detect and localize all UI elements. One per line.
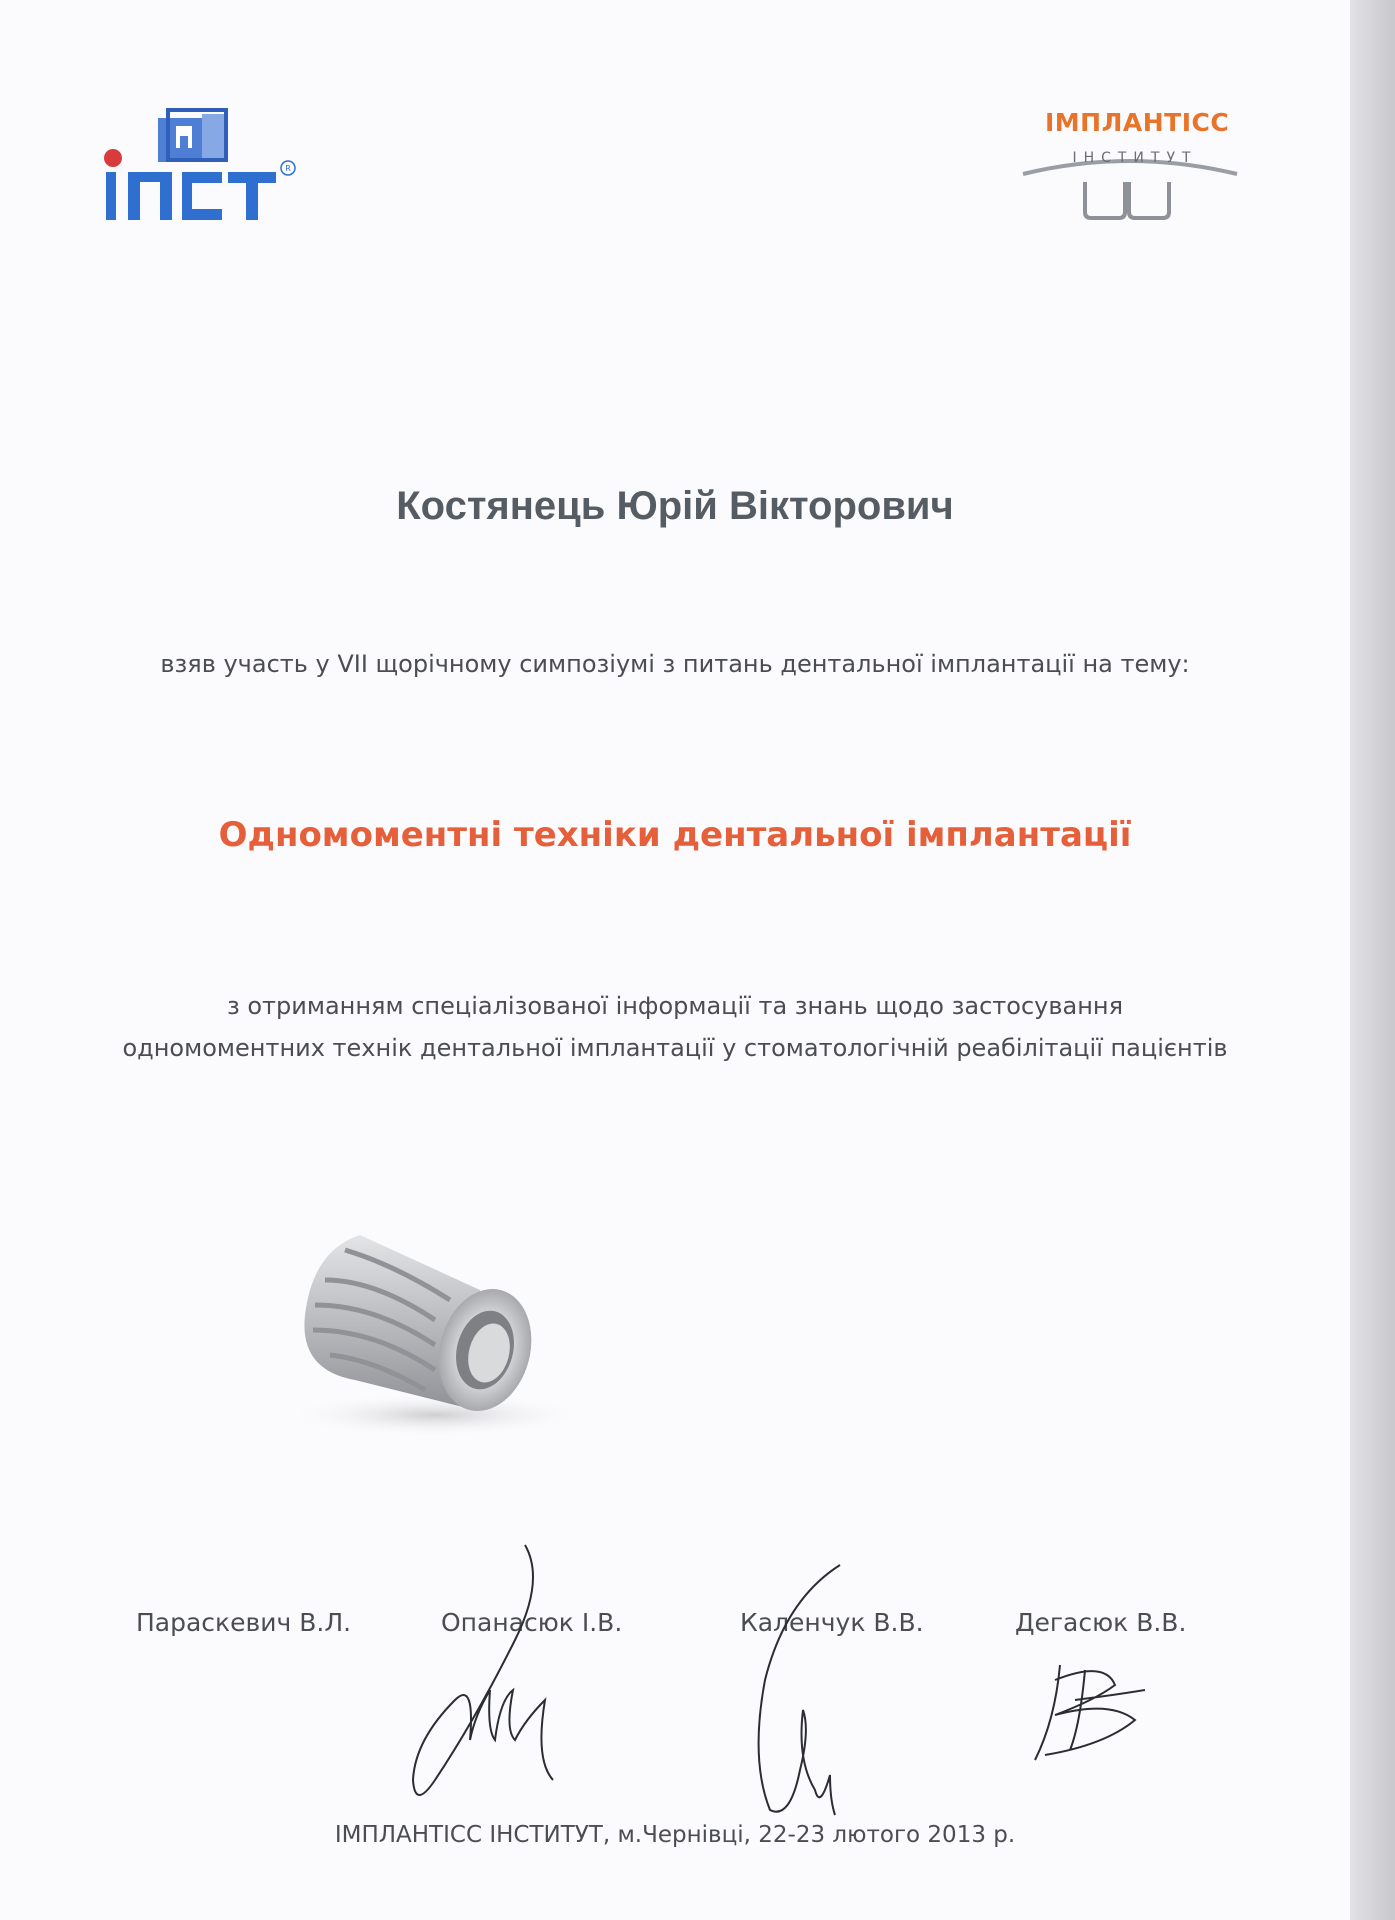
recipient-name: Костянець Юрій Вікторович bbox=[396, 484, 954, 528]
footer-location-date: ІМПЛАНТІСС ІНСТИТУТ, м.Чернівці, 22-23 лютого 2013 р. bbox=[334, 1822, 1016, 1848]
signature-kalenchuk bbox=[745, 1560, 865, 1830]
implantiss-logo-subtitle: ІНСТИТУТ bbox=[1072, 150, 1198, 166]
signatory-name: Дегасюк В.В. bbox=[1015, 1608, 1187, 1637]
participation-text: взяв участь у VII щорічному симпозіумі з питань дентальної імплантації на тему: bbox=[160, 650, 1190, 678]
pct-logo bbox=[100, 100, 300, 230]
description-line-1: з отриманням спеціалізованої інформації та знань щодо застосування bbox=[226, 992, 1124, 1020]
svg-text:R: R bbox=[285, 164, 291, 173]
signatory-name: Параскевич В.Л. bbox=[136, 1608, 352, 1637]
signature-degasiuk bbox=[1015, 1640, 1165, 1770]
signature-opanasiuk bbox=[395, 1540, 575, 1820]
description-line-2: одномоментних технік дентальної імплантації у стоматологічній реабілітації пацієнтів bbox=[122, 1034, 1228, 1062]
dental-implant-image bbox=[285, 1210, 605, 1455]
signatory-name: Опанасюк І.В. bbox=[441, 1608, 623, 1637]
signatory-name: Каленчук В.В. bbox=[740, 1608, 924, 1637]
symposium-topic: Одномоментні техніки дентальної імплантації bbox=[218, 815, 1132, 855]
implantiss-logo-title: ІМПЛАНТІСС bbox=[1045, 108, 1230, 137]
paper-edge bbox=[1350, 0, 1395, 1920]
